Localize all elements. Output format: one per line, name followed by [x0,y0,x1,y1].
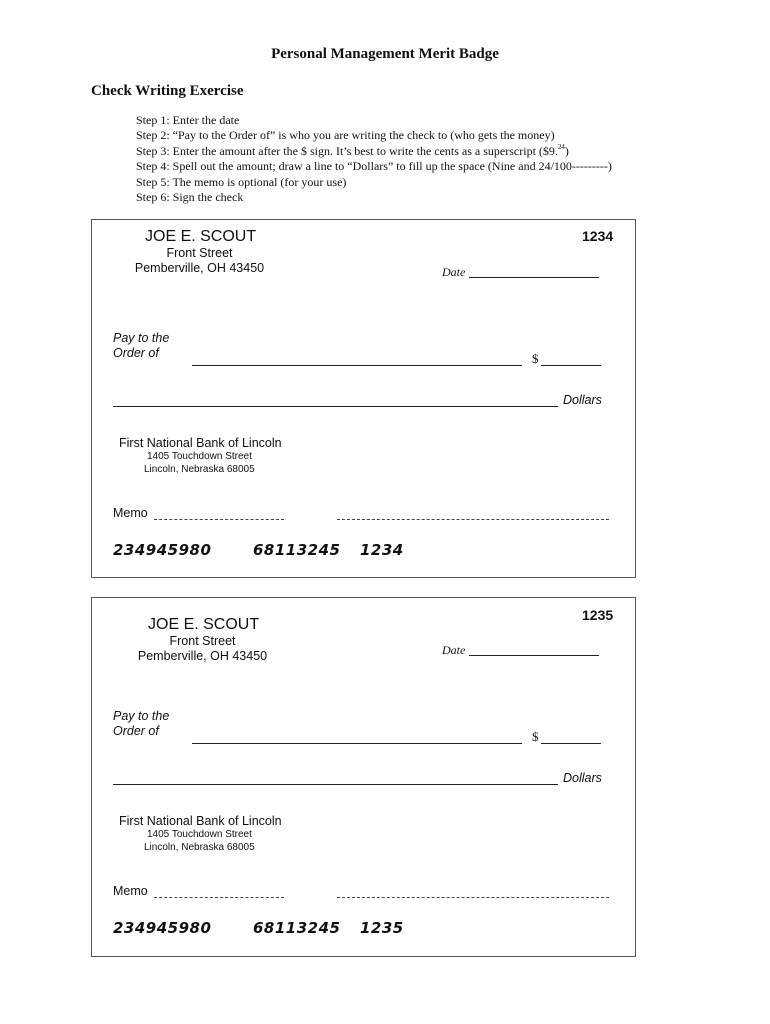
pay-to-line2: Order of [113,346,159,360]
check-owner-name: JOE E. SCOUT [145,228,257,245]
step-1: Step 1: Enter the date [136,113,240,127]
signature-field[interactable] [337,519,609,520]
check-owner-street: Front Street [169,634,236,648]
page-title: Personal Management Merit Badge [271,46,499,62]
signature-field[interactable] [337,897,609,898]
memo-label: Memo [113,884,148,898]
bank-city: Lincoln, Nebraska 68005 [144,842,255,853]
exercise-heading: Check Writing Exercise [91,83,244,99]
bank-name: First National Bank of Lincoln [119,436,282,450]
pay-to-line2: Order of [113,724,159,738]
step-3-text: Step 3: Enter the amount after the $ sign. It’s best to write the cents as a superscript ($9. [136,143,558,158]
account-number: 68113245 [253,541,341,559]
written-amount-field[interactable] [113,784,558,785]
bank-street: 1405 Touchdown Street [147,829,252,840]
check-owner-city: Pemberville, OH 43450 [137,649,268,663]
memo-field[interactable] [154,897,284,898]
bank-city: Lincoln, Nebraska 68005 [144,464,255,475]
check-owner-name: JOE E. SCOUT [148,616,260,633]
routing-number: 234945980 [113,541,212,559]
check-2 [91,597,636,957]
check-1 [91,219,636,578]
dollar-sign: $ [532,351,539,366]
amount-field[interactable] [541,365,601,366]
date-field[interactable] [469,277,599,278]
payee-field[interactable] [192,365,522,366]
check-owner-city: Pemberville, OH 43450 [134,261,265,275]
step-3-superscript: 24 [557,142,565,151]
dollars-label: Dollars [563,393,602,407]
step-2: Step 2: “Pay to the Order of” is who you are writing the check to (who gets the money) [136,128,555,143]
steps-list [136,113,612,205]
pay-to-line1: Pay to the [113,709,170,723]
step-5: Step 5: The memo is optional (for your use) [136,174,347,189]
bank-street: 1405 Touchdown Street [147,451,252,462]
written-amount-field[interactable] [113,406,558,407]
micr-check-number: 1234 [360,541,404,559]
step-3-text-end: ) [564,143,569,158]
date-label: Date [442,643,466,657]
routing-number: 234945980 [113,919,212,937]
payee-field[interactable] [192,743,522,744]
step-6: Step 6: Sign the check [136,190,244,205]
pay-to-line1: Pay to the [113,331,170,345]
memo-label: Memo [113,506,148,520]
pay-to-label [113,709,169,739]
amount-field[interactable] [541,743,601,744]
bank-name: First National Bank of Lincoln [119,814,282,828]
date-label: Date [442,265,466,279]
dollar-sign: $ [532,729,539,744]
check-number: 1234 [582,228,614,244]
check-number: 1235 [582,607,614,623]
account-number: 68113245 [253,919,341,937]
micr-check-number: 1235 [360,919,404,937]
step-3 [136,144,612,159]
date-field[interactable] [469,655,599,656]
step-4: Step 4: Spell out the amount; draw a line to “Dollars” to fill up the space (Nine and 24/100---------) [136,159,612,174]
memo-field[interactable] [154,519,284,520]
check-owner-street: Front Street [166,246,233,260]
dollars-label: Dollars [563,771,602,785]
pay-to-label [113,331,169,361]
